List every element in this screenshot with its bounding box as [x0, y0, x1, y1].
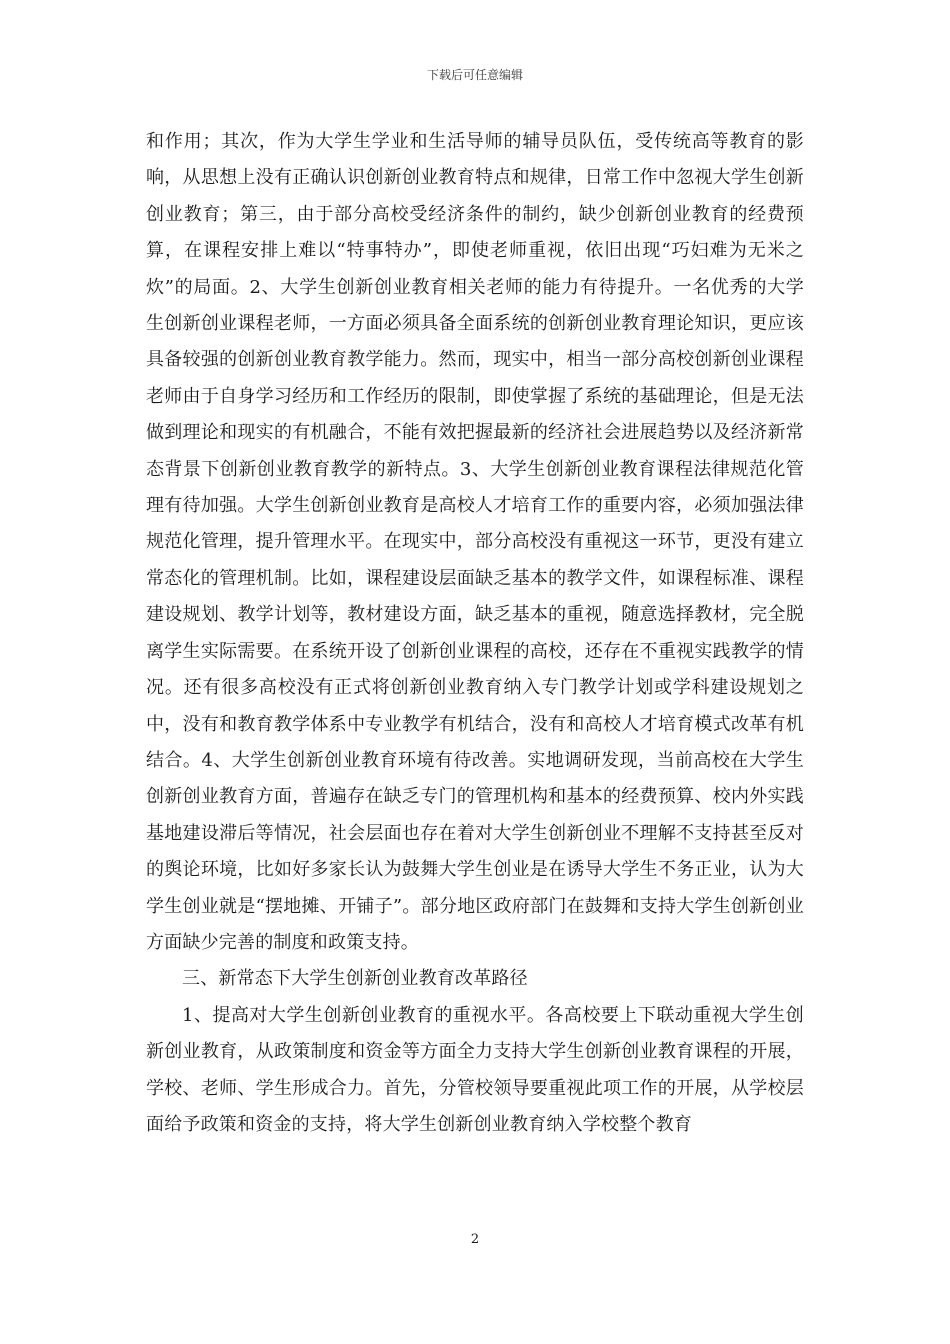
paragraph-section-item-1: 1、提高对大学生创新创业教育的重视水平。各高校要上下联动重视大学生创新创业教育，从政策制度和资金等方面全力支持大学生创新创业教育课程的开展，学校、老师、学生形成合力。首先，分管校领导要重视此项工作的开展，从学校层面给予政策和资金的支持，将大学生创新创业教育纳入学校整个教育: [146, 1004, 804, 1135]
page-header: 下载后可任意编辑: [426, 68, 523, 82]
section-heading: 三、新常态下大学生创新创业教育改革路径: [182, 968, 528, 990]
document-body: [146, 124, 804, 1143]
page-number: 2: [470, 1232, 480, 1247]
paragraph-continuation: 和作用；其次，作为大学生学业和生活导师的辅导员队伍，受传统高等教育的影响，从思想上没有正确认识创新创业教育特点和规律，日常工作中忽视大学生创新创业教育；第三，由于部分高校受经济条件的制约，缺少创新创业教育的经费预算，在课程安排上难以“特事特办”，即使老师重视，依旧出现“巧妇难为无米之炊”的局面。2、大学生创新创业教育相关老师的能力有待提升。一名优秀的大学生创新创业课程老师，一方面必须具备全面系统的创新创业教育理论知识，更应该具备较强的创新创业教育教学能力。然而，现实中，相当一部分高校创新创业课程老师由于自身学习经历和工作经历的限制，即使掌握了系统的基础理论，但是无法做到理论和现实的有机融合，不能有效把握最新的经济社会进展趋势以及经济新常态背景下创新创业教育教学的新特点。3、大学生创新创业教育课程法律规范化管理有待加强。大学生创新创业教育是高校人才培育工作的重要内容，必须加强法律规范化管理，提升管理水平。在现实中，部分高校没有重视这一环节，更没有建立常态化的管理机制。比如，课程建设层面缺乏基本的教学文件，如课程标准、课程建设规划、教学计划等，教材建设方面，缺乏基本的重视，随意选择教材，完全脱离学生实际需要。在系统开设了创新创业课程的高校，还存在不重视实践教学的情况。还有很多高校没有正式将创新创业教育纳入专门教学计划或学科建设规划之中，没有和教育教学体系中专业教学有机结合，没有和高校人才培育模式改革有机结合。4、大学生创新创业教育环境有待改善。实地调研发现，当前高校在大学生创新创业教育方面，普遍存在缺乏专门的管理机构和基本的经费预算、校内外实践基地建设滞后等情况，社会层面也存在着对大学生创新创业不理解不支持甚至反对的舆论环境，比如好多家长认为鼓舞大学生创业是在诱导大学生不务正业，认为大学生创业就是“摆地摊、开铺子”。部分地区政府部门在鼓舞和支持大学生创新创业方面缺少完善的制度和政策支持。: [146, 131, 804, 953]
